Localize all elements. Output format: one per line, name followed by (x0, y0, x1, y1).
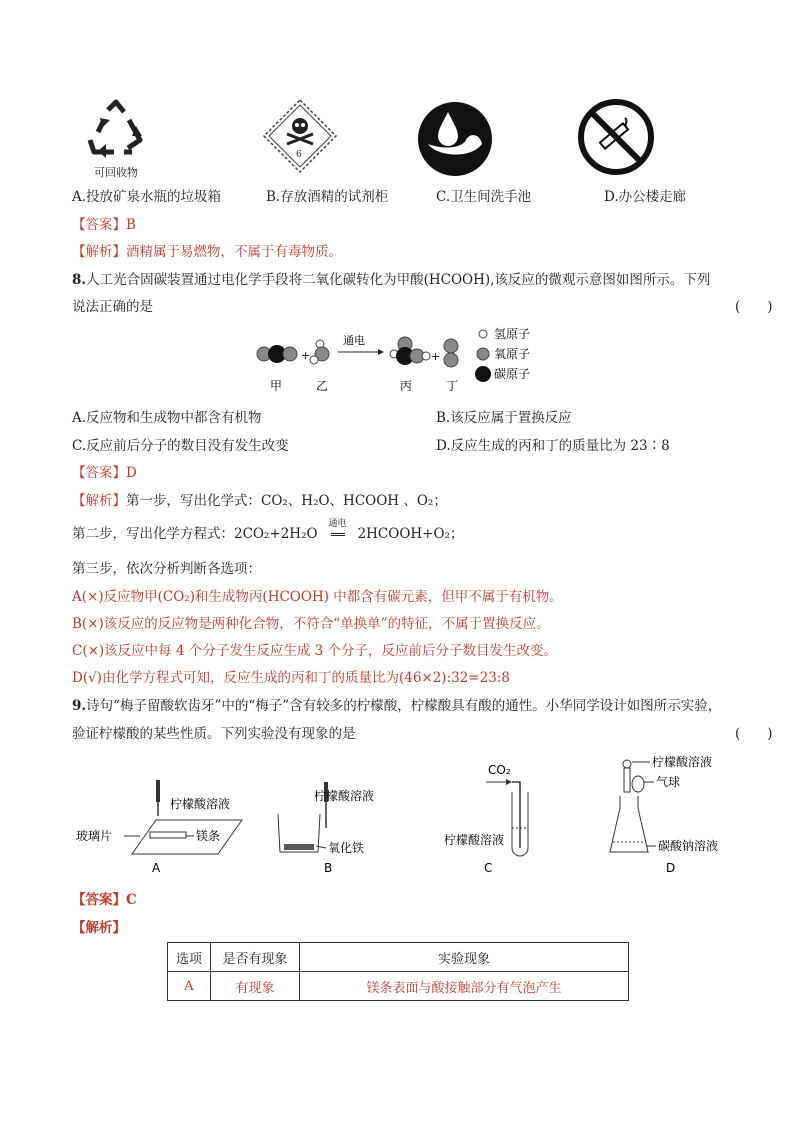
q8-number: 8. (72, 272, 87, 288)
q8-step1-text: 第一步，写出化学式：CO₂、H₂O、HCOOH 、O₂； (126, 493, 447, 509)
legend-c: 碳原子 (494, 367, 531, 381)
no-smoking-icon (577, 98, 655, 176)
table-header: 选项 (168, 943, 211, 972)
table-header: 是否有现象 (211, 943, 300, 972)
q8-answer-label: 【答案】 (72, 465, 126, 481)
label-yi: 乙 (316, 379, 329, 393)
q9-answer-value: C (126, 892, 137, 908)
fig-b-label: B (324, 861, 333, 875)
q9-number: 9. (72, 698, 87, 714)
water-drop-icon (416, 100, 494, 178)
q9-stem-line2: 验证柠檬酸的某些性质。下列实验没有现象的是 (72, 726, 356, 742)
fig-d-liquid-label: 碳酸钠溶液 (658, 839, 719, 853)
q9-experiment-figures (72, 752, 772, 880)
funnel-bulb (623, 760, 631, 768)
q9-analysis (72, 916, 126, 936)
label-jia: 甲 (270, 379, 283, 393)
q7-option-c: C.卫生间洗手池 (436, 189, 532, 205)
q8-stem-line2: 说法正确的是 (72, 299, 153, 315)
fig-b-dropper-label: 柠檬酸溶液 (314, 789, 375, 803)
table-cell: A (168, 972, 211, 1001)
q8-reaction-diagram (250, 322, 550, 394)
q8-option-a: A.反应物和生成物中都含有机物 (72, 410, 262, 426)
fig-b-solid-label: 氧化铁 (328, 841, 365, 855)
q8-answer-blank: ( ) (735, 299, 773, 315)
toxic-sign (262, 98, 338, 174)
skull-crossbones-icon (262, 98, 338, 174)
recycle-icon (82, 98, 150, 158)
figure-d (610, 754, 718, 875)
fig-d-balloon-label: 气球 (656, 775, 681, 789)
legend-h: 氢原子 (494, 327, 531, 341)
q7-answer-label: 【答案】 (72, 217, 126, 233)
figure-b (278, 782, 374, 875)
q8-analysis-label: 【解析】 (72, 493, 126, 509)
q9-analysis-table (167, 942, 629, 1001)
fig-a-label: A (152, 861, 161, 875)
fig-c-label: C (484, 861, 493, 875)
recycle-caption: 可回收物 (94, 166, 138, 179)
washbasin-sign (416, 100, 494, 178)
fig-c-gas-label: CO₂ (488, 763, 511, 777)
q7-option-d: D.办公楼走廊 (604, 189, 687, 205)
molecule-h2o (310, 340, 329, 364)
q8-analysis-c: C(×)该反应中每 4 个分子发生反应生成 3 个分子，反应前后分子数目发生改变。 (72, 643, 558, 659)
fig-d-funnel-label: 柠檬酸溶液 (652, 755, 713, 769)
table-cell: 镁条表面与酸接触部分有气泡产生 (300, 972, 629, 1001)
q8-answer (72, 461, 137, 481)
molecule-co2 (257, 345, 297, 363)
q8-analysis-d: D(√)由化学方程式可知，反应生成的丙和丁的质量比为(46×2):32=23:8 (72, 670, 510, 686)
q9-stem-line1 (72, 694, 721, 714)
label-ding: 丁 (446, 379, 459, 393)
plus-sign-1: + (301, 349, 311, 362)
fig-c-liquid-label: 柠檬酸溶液 (444, 833, 505, 847)
q8-equals-sign (331, 533, 345, 536)
table-cell: 有现象 (211, 972, 300, 1001)
label-bing: 丙 (400, 379, 413, 393)
legend-o: 氧原子 (494, 347, 531, 361)
q8-option-b: B.该反应属于置换反应 (436, 410, 572, 426)
iron-oxide-powder (284, 844, 314, 850)
balloon (632, 776, 644, 792)
figure-c (444, 763, 528, 875)
legend-o-icon (477, 348, 489, 360)
q7-answer (72, 213, 136, 233)
q8-step2-prefix: 第二步，写出化学方程式： (72, 526, 234, 542)
fig-a-strip-label: 镁条 (196, 829, 221, 843)
fig-a-glass-label: 玻璃片 (76, 829, 113, 843)
q8-equation-condition (318, 519, 358, 542)
no-smoking-sign (577, 98, 655, 176)
arrow-label: 通电 (343, 334, 365, 347)
glass-slide (132, 820, 242, 854)
figure-a (76, 780, 242, 875)
gas-tube (512, 782, 520, 848)
fig-a-dropper-label: 柠檬酸溶液 (170, 797, 231, 811)
table-header: 实验现象 (300, 943, 629, 972)
q8-condition-text: 通电 (328, 519, 347, 529)
q8-equation-right: 2HCOOH+O₂； (357, 526, 464, 542)
magnesium-strip (150, 832, 186, 838)
q8-analysis-step3: 第三步，依次分析判断各选项： (72, 561, 261, 577)
q8-analysis-b: B(×)该反应的反应物是两种化合物，不符合“单换单”的特征，不属于置换反应。 (72, 616, 550, 632)
q9-answer-blank: ( ) (735, 726, 773, 742)
recycle-sign (82, 98, 150, 179)
table-header-row (168, 943, 629, 972)
fig-d-label: D (666, 861, 676, 875)
q8-answer-value: D (126, 465, 137, 481)
q9-answer (72, 888, 137, 908)
q8-analysis-a: A(×)反应物甲(CO₂)和生成物丙(HCOOH) 中都含有碳元素，但甲不属于有机物。 (72, 589, 563, 605)
q9-analysis-label: 【解析】 (72, 920, 126, 936)
q8-analysis-step2 (72, 519, 464, 542)
q7-analysis-text: 酒精属于易燃物，不属于有毒物质。 (126, 244, 342, 260)
table-row (168, 972, 629, 1001)
separatory-funnel (624, 768, 630, 792)
q9-stem-text1: 诗句“梅子留酸软齿牙”中的“梅子”含有较多的柠檬酸，柠檬酸具有酸的通性。小华同学设计如图所示实验， (86, 698, 722, 714)
q7-answer-value: B (126, 217, 136, 233)
q7-analysis-label: 【解析】 (72, 244, 126, 260)
q8-stem-line1 (72, 268, 710, 288)
legend-c-icon (475, 366, 491, 382)
toxic-class-number: 6 (296, 150, 302, 160)
q7-analysis (72, 240, 342, 260)
q9-answer-label: 【答案】 (72, 892, 126, 908)
q7-option-a: A.投放矿泉水瓶的垃圾箱 (72, 189, 222, 205)
legend-h-icon (479, 330, 487, 338)
conical-flask (610, 796, 648, 852)
q8-analysis-step1 (72, 489, 447, 509)
molecule-o2 (444, 339, 458, 367)
molecule-hcooh (390, 337, 430, 365)
dropper-bulb-icon (156, 780, 160, 802)
plus-sign-2: + (431, 350, 441, 363)
q7-option-b: B.存放酒精的试剂柜 (266, 189, 389, 205)
q8-equation-left: 2CO₂+2H₂O (234, 526, 318, 542)
q8-stem-text1: 人工光合固碳装置通过电化学手段将二氧化碳转化为甲酸(HCOOH),该反应的微观示意图如图所示。下列 (86, 272, 711, 288)
q8-option-d: D.反应生成的丙和丁的质量比为 23∶8 (436, 438, 670, 454)
q8-option-c: C.反应前后分子的数目没有发生改变 (72, 438, 289, 454)
